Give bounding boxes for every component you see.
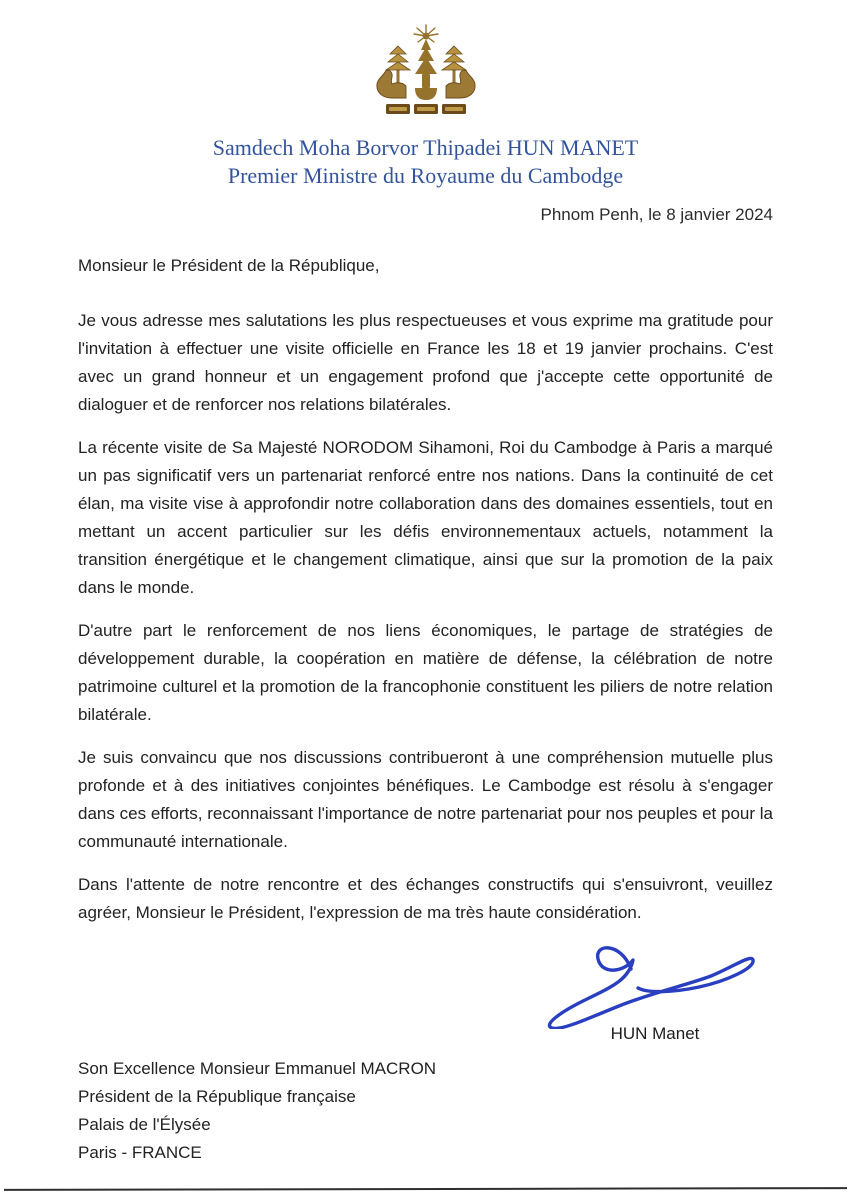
body-paragraph-5: Dans l'attente de notre rencontre et des échanges constructifs qui s'ensuivront, veuillez agréer, Monsieur le Président, l'expression de ma très haute considération. [78,875,773,922]
page-bottom-edge-line [4,1187,847,1191]
body-paragraph-1: Je vous adresse mes salutations les plus respectueuses et vous exprime ma gratitude pour l'invitation à effectuer une visite officielle en France les 18 et 19 janvier prochains. C'est avec un grand honneur et un engagement profond que j'accepte cette opportunité de dialoguer et de renforcer nos relations bilatérales. [78,311,773,414]
salutation: Monsieur le Président de la République, [78,256,380,275]
body-paragraph-2: La récente visite de Sa Majesté NORODOM Sihamoni, Roi du Cambodge à Paris a marqué un pas significatif vers un partenariat renforcé entre nos nations. Dans la continuité de cet élan, ma visite vise à approfondir notre collaboration dans des domaines essentiels, tout en mettant un accent particulier sur les défis environnementaux actuels, notamment la transition énergétique et le changement climatique, ainsi que sur la promotion de la paix dans le monde. [78,438,773,597]
signature-name: HUN Manet [610,1024,700,1043]
recipient-line-4: Paris - FRANCE [78,1143,202,1162]
signature-block [545,929,765,1045]
recipient-address-block [78,1055,773,1167]
recipient-line-2: Président de la République française [78,1087,356,1106]
date-line: Phnom Penh, le 8 janvier 2024 [540,205,773,224]
recipient-line-1: Son Excellence Monsieur Emmanuel MACRON [78,1059,437,1078]
cambodia-coat-of-arms-icon [368,24,484,120]
signature-ink-icon [545,929,765,1029]
royal-arms-emblem [368,24,484,120]
body-paragraph-3: D'autre part le renforcement de nos liens économiques, le partage de stratégies de développement durable, la coopération en matière de défense, la célébration de notre patrimoine culturel et la promotion de la francophonie constituent les piliers de notre relation bilatérale. [78,621,773,724]
recipient-line-3: Palais de l'Élysée [78,1115,211,1134]
sender-title: Premier Ministre du Royaume du Cambodge [227,163,624,188]
sender-name: Samdech Moha Borvor Thipadei HUN MANET [212,135,639,160]
body-paragraph-4: Je suis convaincu que nos discussions contribueront à une compréhension mutuelle plus profonde et à des initiatives conjointes bénéfiques. Le Cambodge est résolu à s'engager dans ces efforts, reconnaissant l'importance de notre partenariat pour nos peuples et pour la communauté internationale. [78,748,773,851]
letterhead [78,134,773,190]
